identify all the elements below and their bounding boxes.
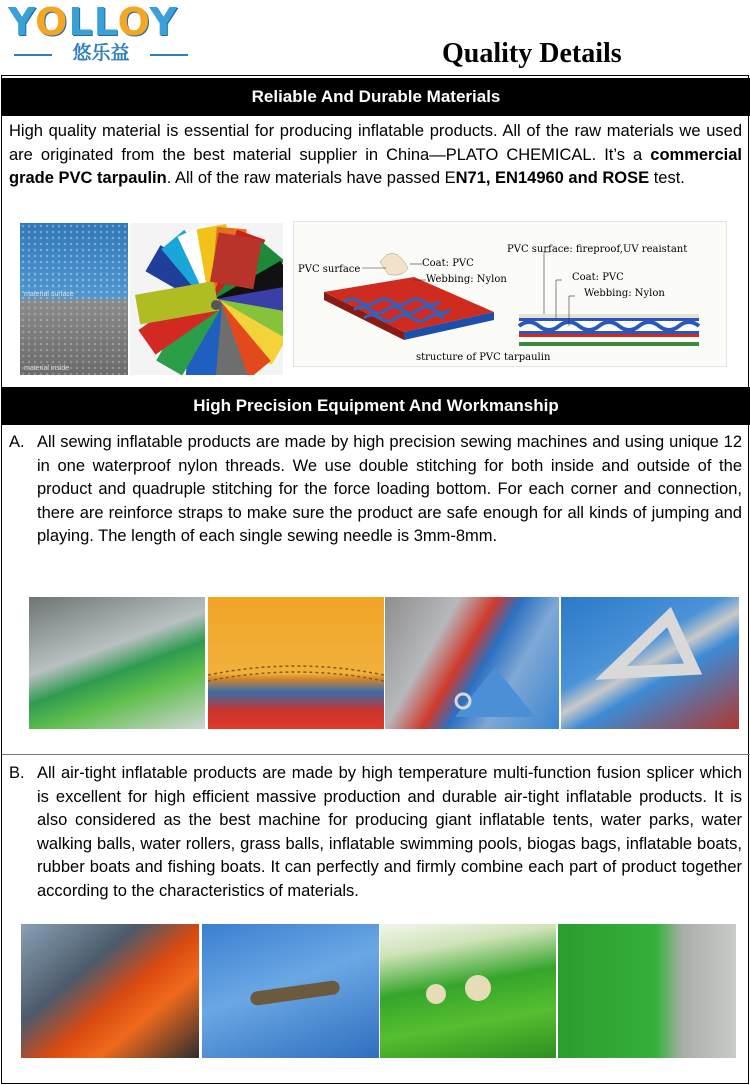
section-divider xyxy=(2,754,750,755)
pvc-structure-diagram xyxy=(293,221,727,367)
stitch-seam-graphic xyxy=(208,597,384,729)
valve-graphic xyxy=(202,924,379,1058)
materials-paragraph: High quality material is essential for producing inflatable products. All of the raw materials we used are originated from the best material supplier in China—PLATO CHEMICAL. It’s a commercial grade PVC tarpaulin. All of the raw materials have passed EN71, EN14960 and ROSE test. xyxy=(9,122,742,188)
orange-stitching-photo xyxy=(208,597,384,729)
diagram-label-pvc-surface: PVC surface xyxy=(298,264,361,275)
green-tube-valve-photo xyxy=(380,924,556,1058)
list-item-a xyxy=(9,431,742,549)
logo-subtitle: 悠乐益 xyxy=(8,42,194,66)
fusion-splicer-workshop-photo xyxy=(21,924,199,1058)
material-surface-photo xyxy=(20,223,128,375)
diagram-caption: structure of PVC tarpaulin xyxy=(416,352,551,363)
diagram-label-webbing: Webbing: Nylon xyxy=(426,274,507,285)
page-title: Quality Details xyxy=(442,38,622,69)
green-pvc-sheet-photo xyxy=(558,924,736,1058)
corner-patch-graphic xyxy=(561,597,739,729)
diagram-label-webbing-right: Webbing: Nylon xyxy=(584,288,665,299)
pvc-color-fan-photo xyxy=(130,223,283,375)
list-marker-a: A. xyxy=(9,433,25,451)
logo-wordmark: YOLLOY xyxy=(8,0,179,44)
content-frame xyxy=(1,75,749,1084)
list-marker-b: B. xyxy=(9,764,25,782)
diagram-label-pvc-surface-fireproof: PVC surface: fireproof,UV reaistant xyxy=(507,244,688,255)
airtight-valve-photo xyxy=(202,924,379,1058)
list-item-b xyxy=(9,762,742,904)
section-heading-materials: Reliable And Durable Materials xyxy=(2,78,750,116)
material-inside-caption: material inside xyxy=(24,365,70,372)
reinforce-strap-photo xyxy=(385,597,559,729)
material-surface-caption: material surface xyxy=(24,291,74,298)
page-header xyxy=(0,0,750,75)
diagram-label-coat-right: Coat: PVC xyxy=(572,272,624,283)
section-heading-equipment: High Precision Equipment And Workmanship xyxy=(2,387,750,425)
corner-reinforcement-photo xyxy=(561,597,739,729)
diagram-label-coat: Coat: PVC xyxy=(422,258,474,269)
color-fan-graphic xyxy=(130,223,283,375)
strap-ring-graphic xyxy=(385,597,559,729)
brand-logo xyxy=(8,2,194,68)
list-text-a: All sewing inflatable products are made by high precision sewing machines and using unique 12 in one waterproof nylon threads. We use double stitching for both inside and outside of the product and quadruple stitching for the force loading bottom. For each corner and connection, there are reinforce straps to make sure the product are safe enough for all kinds of jumping and playing. The length of each single sewing needle is 3mm-8mm. xyxy=(37,433,742,546)
list-text-b: All air-tight inflatable products are made by high temperature multi-function fusion splicer which is excellent for high efficient massive production and durable air-tight inflatable products. It is also considered as the best machine for producing giant inflatable tents, water parks, water walking balls, water rollers, grass balls, inflatable swimming pools, biogas bags, inflatable boats, rubber boats and fishing boats. It can perfectly and firmly combine each part of product together according to the characteristics of materials. xyxy=(37,764,742,900)
tube-valve-graphic xyxy=(380,924,556,1058)
sewing-machine-photo xyxy=(29,597,205,729)
